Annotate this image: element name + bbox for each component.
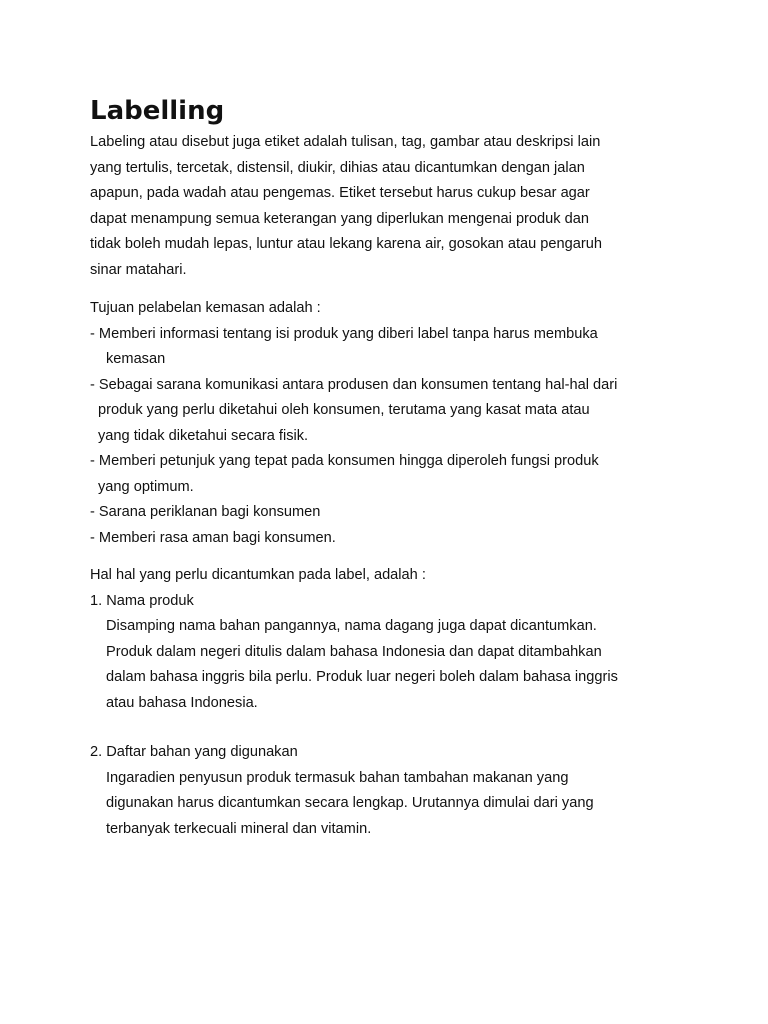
bullet-line: - Sarana periklanan bagi konsumen	[90, 504, 321, 520]
item-line: digunakan harus dicantumkan secara lengkap. Urutannya dimulai dari yang	[106, 795, 594, 811]
page-title: Labelling	[90, 96, 225, 126]
intro-line: Labeling atau disebut juga etiket adalah tulisan, tag, gambar atau deskripsi lain	[90, 134, 601, 150]
hal-heading: Hal hal yang perlu dicantumkan pada label, adalah :	[90, 567, 426, 583]
item-line: Produk dalam negeri ditulis dalam bahasa Indonesia dan dapat ditambahkan	[106, 643, 602, 660]
bullet-line: - Memberi rasa aman bagi konsumen.	[90, 529, 336, 546]
intro-line: sinar matahari.	[90, 261, 187, 278]
bullet-line: yang optimum.	[98, 478, 194, 495]
document-page	[90, 94, 690, 842]
item-line: Disamping nama bahan pangannya, nama dagang juga dapat dicantumkan.	[106, 618, 597, 634]
bullet-line: - Memberi informasi tentang isi produk yang diberi label tanpa harus membuka	[90, 325, 598, 342]
item-line: terbanyak terkecuali mineral dan vitamin.	[106, 820, 372, 837]
item-title: 2. Daftar bahan yang digunakan	[90, 744, 298, 760]
item-line: atau bahasa Indonesia.	[106, 694, 258, 711]
hal-section	[90, 563, 690, 842]
tujuan-heading: Tujuan pelabelan kemasan adalah :	[90, 300, 321, 316]
bullet-line: - Memberi petunjuk yang tepat pada konsumen hingga diperoleh fungsi produk	[90, 453, 599, 469]
intro-line: tidak boleh mudah lepas, luntur atau lekang karena air, gosokan atau pengaruh	[90, 236, 602, 252]
item-line: Ingaradien penyusun produk termasuk bahan tambahan makanan yang	[106, 769, 569, 786]
intro-line: yang tertulis, tercetak, distensil, diukir, dihias atau dicantumkan dengan jalan	[90, 159, 585, 176]
item-title: 1. Nama produk	[90, 592, 194, 609]
bullet-line: yang tidak diketahui secara fisik.	[98, 427, 309, 444]
tujuan-section	[90, 296, 690, 551]
intro-line: apapun, pada wadah atau pengemas. Etiket tersebut harus cukup besar agar	[90, 185, 590, 201]
intro-paragraph	[90, 130, 690, 283]
bullet-line: kemasan	[106, 351, 166, 367]
bullet-line: produk yang perlu diketahui oleh konsumen, terutama yang kasat mata atau	[98, 402, 590, 418]
bullet-line: - Sebagai sarana komunikasi antara produsen dan konsumen tentang hal-hal dari	[90, 376, 618, 393]
item-line: dalam bahasa inggris bila perlu. Produk luar negeri boleh dalam bahasa inggris	[106, 669, 618, 685]
intro-line: dapat menampung semua keterangan yang diperlukan mengenai produk dan	[90, 210, 589, 227]
